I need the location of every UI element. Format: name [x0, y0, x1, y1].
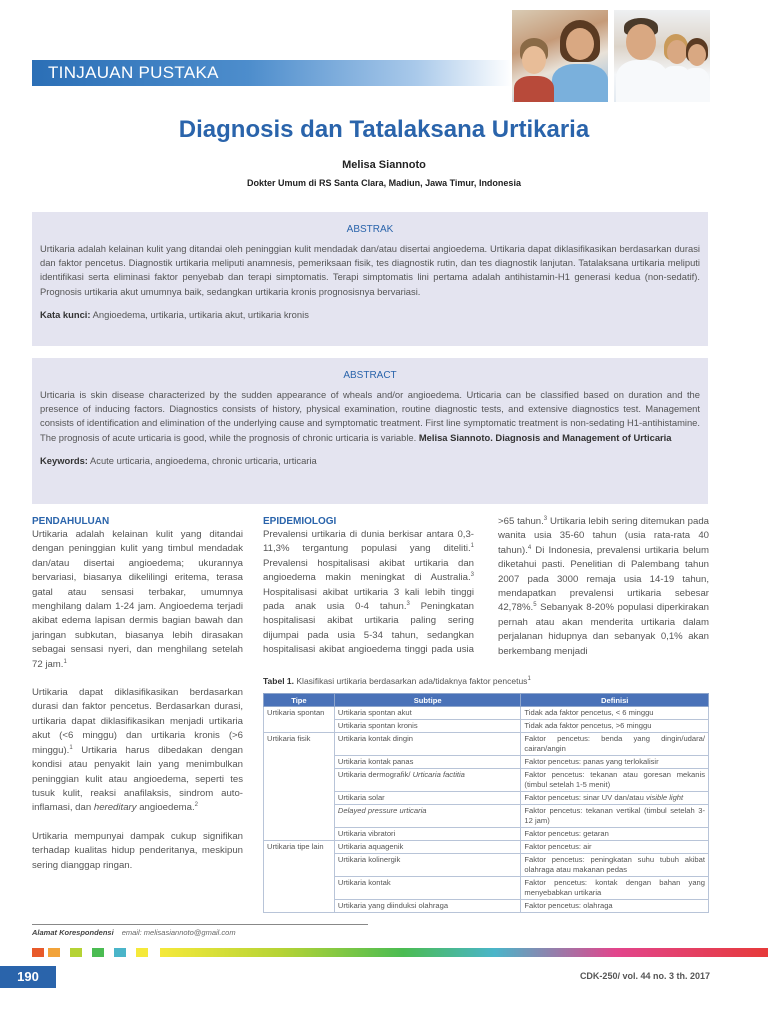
e5-text: Urtikaria lebih sering ditemukan pada wanita usia 35-60 tahun (usia rata-rata 40 tahun).	[498, 516, 709, 556]
e3-text: Hospitalisasi akibat urtikaria 3 kali lebih tinggi pada anak usia 0-4 tahun.	[263, 586, 474, 613]
color-stripe	[92, 948, 104, 957]
table-cell-definisi: Tidak ada faktor pencetus, >6 minggu	[521, 720, 709, 733]
ref-e1: 1	[470, 543, 474, 550]
header-photo-child-doctor	[512, 10, 608, 102]
color-stripe	[32, 948, 44, 957]
ref-1b: 1	[69, 744, 73, 751]
abstract-heading: ABSTRACT	[343, 370, 397, 381]
ref-e6: 5	[533, 602, 537, 609]
table-caption-label: Tabel 1.	[263, 676, 295, 686]
color-stripe	[136, 948, 148, 957]
keywords-value-en: Acute urticaria, angioedema, chronic urticaria, urticaria	[90, 454, 317, 466]
p2a-text: Urtikaria dapat diklasifikasikan berdasarkan durasi dan faktor pencetus. Berdasarkan durasi, urtikaria dapat diklasifikasikan menjadi urtikaria akut (<6 minggu) dan urtikaria kronis (>6 minggu).	[32, 687, 243, 756]
table-cell-subtipe: Urtikaria dermografik/ Urticaria factitia	[334, 769, 521, 792]
keywords-value: Angioedema, urtikaria, urtikaria akut, urtikaria kronis	[92, 308, 309, 320]
table-cell-subtipe: Urtikaria vibratori	[334, 828, 521, 841]
table-cell-subtipe: Urtikaria kontak panas	[334, 756, 521, 769]
e4-text: Peningkatan hospitalisasi akibat urtikaria paling sering dijumpai pada usia 5-34 tahun, sedangkan hospitalisasi akibat angioedema tinggi pada usia >65 tahun.	[263, 516, 544, 656]
p2c-text: angioedema.	[136, 802, 195, 814]
e7-text: Sebanyak 8-20% populasi diperkirakan pernah atau akan menderita urtikaria dalam perjalanan hidupnya dan sebanyak 0,1% akan berkembang menjadi	[498, 602, 709, 657]
table-cell-tipe	[264, 805, 335, 828]
column-left	[32, 515, 243, 873]
keywords-label-en: Keywords:	[40, 454, 88, 466]
table-cell-definisi: Faktor pencetus: air	[521, 841, 709, 854]
table-row	[264, 756, 709, 769]
color-stripe	[48, 948, 60, 957]
table-cell-definisi: Faktor pencetus: tekanan vertikal (timbul setelah 3-12 jam)	[521, 805, 709, 828]
paragraph-epidemiologi	[263, 515, 709, 667]
table-cell-definisi: Faktor pencetus: olahraga	[521, 900, 709, 913]
table-cell-tipe: Urtikaria spontan	[264, 707, 335, 720]
author-affiliation: Dokter Umum di RS Santa Clara, Madiun, Jawa Timur, Indonesia	[247, 178, 521, 188]
abstrak-heading: ABSTRAK	[346, 224, 394, 235]
table-row	[264, 841, 709, 854]
table-cell-subtipe: Urtikaria solar	[334, 792, 521, 805]
p2-italic: hereditary	[93, 802, 137, 814]
column-epidemiologi	[263, 515, 709, 667]
e1-text: Prevalensi urtikaria di dunia berkisar antara 0,3-11,3% tergantung populasi yang diteliti.	[263, 529, 474, 555]
classification-table	[263, 693, 709, 913]
table-cell-subtipe: Urtikaria spontan kronis	[334, 720, 521, 733]
table-cell-tipe: Urtikaria tipe lain	[264, 841, 335, 854]
footnote-divider	[32, 924, 368, 925]
table-row	[264, 769, 709, 792]
color-stripe	[114, 948, 126, 957]
table-cell-definisi: Faktor pencetus: kontak dengan bahan yang menyebabkan urtikaria	[521, 877, 709, 900]
ref-e4: 3	[543, 515, 548, 522]
table-row	[264, 900, 709, 913]
author-name: Melisa Siannoto	[342, 159, 426, 171]
rainbow-bar	[160, 948, 768, 957]
heading-epidemiologi: EPIDEMIOLOGI	[263, 516, 337, 527]
table-cell-tipe	[264, 756, 335, 769]
table-cell-definisi: Faktor pencetus: getaran	[521, 828, 709, 841]
correspondence-email: email: melisasiannoto@gmail.com	[121, 928, 236, 937]
color-stripe	[70, 948, 82, 957]
section-label: TINJAUAN PUSTAKA	[48, 63, 219, 82]
table-row	[264, 828, 709, 841]
keywords-label: Kata kunci:	[40, 308, 91, 320]
abstract-keywords	[40, 455, 700, 466]
table-cell-subtipe: Urtikaria kolinergik	[334, 854, 521, 877]
article-title: Diagnosis dan Tatalaksana Urtikaria	[178, 116, 590, 143]
table-header: Definisi	[521, 694, 709, 707]
table-cell-definisi: Tidak ada faktor pencetus, < 6 minggu	[521, 707, 709, 720]
table-cell-subtipe: Urtikaria spontan akut	[334, 707, 521, 720]
table-row	[264, 720, 709, 733]
p2b-text: Urtikaria harus dibedakan dengan kondisi atau penyakit lain yang menimbulkan peninggian kulit atau angioedema, seperti tes tusuk kulit, reaksi anafilaksis, sindrom auto-inflamasi, dan	[32, 744, 243, 814]
table-cell-tipe	[264, 828, 335, 841]
table-cell-tipe	[264, 769, 335, 792]
abstract-text	[40, 388, 700, 445]
heading-pendahuluan: PENDAHULUAN	[32, 516, 110, 527]
table-header: Tipe	[264, 694, 335, 707]
ref-1: 1	[63, 658, 67, 665]
table-cell-definisi: Faktor pencetus: sinar UV dan/atau visible light	[521, 792, 709, 805]
table-cell-tipe	[264, 792, 335, 805]
table-cell-tipe	[264, 900, 335, 913]
journal-reference: CDK-250/ vol. 44 no. 3 th. 2017	[579, 971, 710, 981]
correspondence-label: Alamat Korespondensi	[32, 928, 114, 937]
table-cell-tipe	[264, 877, 335, 900]
paragraph-pendahuluan-3: Urtikaria mempunyai dampak cukup signifikan terhadap kualitas hidup penderitanya, meskipun sering dianggap ringan.	[32, 830, 243, 871]
table-cell-definisi: Faktor pencetus: peningkatan suhu tubuh akibat olahraga atau makanan pedas	[521, 854, 709, 877]
table-row	[264, 792, 709, 805]
ref-2: 2	[194, 802, 199, 809]
table-cell-subtipe: Urtikaria aquagenik	[334, 841, 521, 854]
table-cell-subtipe: Urtikaria yang diinduksi olahraga	[334, 900, 521, 913]
header-photo-medical-team	[614, 10, 710, 102]
table-cell-definisi: Faktor pencetus: tekanan atau goresan mekanis (timbul setelah 1-5 menit)	[521, 769, 709, 792]
table-cell-tipe	[264, 720, 335, 733]
section-banner	[32, 60, 512, 86]
abstrak-text: Urtikaria adalah kelainan kulit yang ditandai oleh peninggian kulit mendadak dan/atau disertai angioedema. Urtikaria dapat diklasifikasikan berdasarkan durasi dan faktor pencetus. Diagnostik urtikaria meliputi anamnesis, pemeriksaan fisik, tes diagnostik rutin, dan tes diagnostik lanjutan. Tatalaksana urtikaria meliputi identifikasi serta eliminasi faktor penyebab dan terapi simptomatis. Terapi simptomatis lini pertama adalah antihistamin-H1 generasi kedua (non-sedatif). Prognosis urtikaria akut umumnya baik, sedangkan urtikaria kronis prognosisnya bervariasi.	[40, 243, 700, 297]
ref-e2: 3	[470, 572, 474, 579]
table-caption-ref: 1	[527, 676, 531, 683]
table-header-row	[264, 694, 709, 707]
e6-text: Di Indonesia, prevalensi urtikaria belum diketahui pasti. Penelitian di Palembang tahun 2007 pada 3000 remaja usia 14-19 tahun, mendapatkan prevalensi urtikaria sebesar 42,78%.	[498, 544, 709, 614]
table-header: Subtipe	[334, 694, 521, 707]
page-number: 190	[0, 966, 56, 988]
table-cell-definisi: Faktor pencetus: panas yang terlokalisir	[521, 756, 709, 769]
paragraph-pendahuluan-1	[32, 528, 243, 672]
table-row	[264, 733, 709, 756]
paragraph-pendahuluan-2	[32, 686, 243, 816]
table-caption-text: Klasifikasi urtikaria berdasarkan ada/tidaknya faktor pencetus	[294, 676, 528, 686]
abstrak-box	[32, 212, 708, 346]
table-cell-definisi: Faktor pencetus: benda yang dingin/udara/ cairan/angin	[521, 733, 709, 756]
abstrak-keywords	[40, 309, 700, 320]
table-row	[264, 854, 709, 877]
table-cell-subtipe: Delayed pressure urticaria	[334, 805, 521, 828]
table-row	[264, 805, 709, 828]
abstract-box	[32, 358, 708, 504]
p1-text: Urtikaria adalah kelainan kulit yang ditandai dengan peninggian kulit yang timbul mendadak dan/atau disertai angioedema; ukurannya bervariasi, biasanya dikelilingi eritema, terasa gatal atau sensasi terbakar, umumnya menghilang dalam 1-24 jam. Angioedema terjadi akibat edema lapisan dermis bagian bawah dan jaringan subkutan, biasanya lebih dirasakan sebagai sensasi nyeri, dan menghilang setelah 72 jam.	[32, 529, 243, 670]
ref-e3: 3	[406, 600, 410, 607]
e2-text: Prevalensi hospitalisasi akibat urtikaria dan angioedema makin meningkat di Australia.	[263, 557, 474, 584]
correspondence	[32, 928, 236, 937]
table-cell-tipe	[264, 854, 335, 877]
table-row	[264, 707, 709, 720]
table-caption	[263, 676, 531, 686]
table-cell-subtipe: Urtikaria kontak	[334, 877, 521, 900]
abstract-body: Urticaria is skin disease characterized by the sudden appearance of wheals and/or angioedema. Urticaria can be classified based on duration and the presence of inducing factors. Diagnostics consists of history, physical examination, routine diagnostic tests, and extensive diagnostics test. Management consists of identification and elimination of the underlying cause and symptomatic treatment. First line symptomatic treatment is non-sedating H1-antihistamine. The prognosis of acute urticaria is good, while the prognosis of chronic urticaria is variable.	[40, 389, 700, 443]
table-cell-tipe: Urtikaria fisik	[264, 733, 335, 756]
ref-e5: 4	[527, 544, 532, 551]
abstract-citation: Melisa Siannoto. Diagnosis and Management of Urticaria	[418, 431, 672, 443]
table-row	[264, 877, 709, 900]
table-cell-subtipe: Urtikaria kontak dingin	[334, 733, 521, 756]
